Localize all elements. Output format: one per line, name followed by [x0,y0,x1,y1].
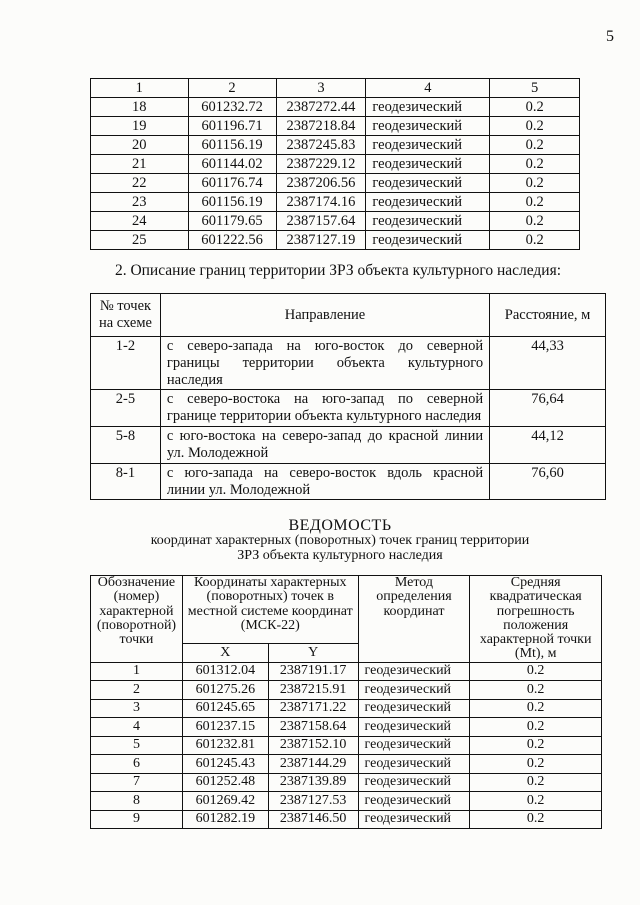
point-number: 2 [91,681,183,700]
table-row [91,390,606,427]
method: геодезический [358,773,470,792]
error-mt: 0.2 [490,136,580,155]
statement-subtitle-line: ЗРЗ объекта культурного наследия [237,547,443,563]
segment-direction: с юго-востока на северо-запад до красной линии ул. Молодежной [160,427,489,464]
coord-x: 601176.74 [188,174,276,193]
header-y: Y [268,644,358,662]
segment-direction: с северо-запада на юго-восток до северной границы территории объекта культурного наследия [160,337,489,390]
coord-x: 601232.81 [182,736,268,755]
table-header-row [91,576,602,644]
point-number: 19 [91,117,189,136]
statement-subtitle-line: координат характерных (поворотных) точек границ территории [150,533,530,548]
coord-y: 2387174.16 [276,193,366,212]
segment-distance: 44,12 [490,427,606,464]
table-row [91,193,580,212]
point-number: 22 [91,174,189,193]
method: геодезический [358,755,470,774]
point-number: 9 [91,810,183,829]
coord-y: 2387171.22 [268,699,358,718]
coord-x: 601245.43 [182,755,268,774]
point-number: 1 [91,662,183,681]
segment-points: 5-8 [91,427,161,464]
table-header-row [91,79,580,98]
segment-distance: 76,60 [490,463,606,500]
error-mt: 0.2 [470,792,602,811]
header-direction: Направление [160,294,489,337]
boundary-description-table [90,293,606,500]
table-row [91,736,602,755]
point-number: 24 [91,212,189,231]
method: геодезический [358,792,470,811]
table-row [91,212,580,231]
error-mt: 0.2 [490,193,580,212]
header-distance: Расстояние, м [490,294,606,337]
header-error: Средняя квадратическая погрешность положения характерной точки (Mt), м [470,576,602,663]
coord-y: 2387152.10 [268,736,358,755]
page-number: 5 [606,28,614,45]
method: геодезический [366,231,490,250]
coord-x: 601282.19 [182,810,268,829]
point-number: 21 [91,155,189,174]
coord-y: 2387206.56 [276,174,366,193]
segment-direction: с северо-востока на юго-запад по северной границе территории объекта культурного наследия [160,390,489,427]
table-row [91,427,606,464]
point-number: 8 [91,792,183,811]
point-number: 5 [91,736,183,755]
coordinates-table-continued [90,78,580,250]
column-number: 5 [490,79,580,98]
method: геодезический [366,117,490,136]
method: геодезический [358,699,470,718]
error-mt: 0.2 [490,212,580,231]
segment-points: 1-2 [91,337,161,390]
error-mt: 0.2 [490,174,580,193]
coord-y: 2387215.91 [268,681,358,700]
header-point-designation: Обозначение (номер) характерной (поворотной) точки [91,576,183,663]
column-number: 1 [91,79,189,98]
method: геодезический [366,98,490,117]
method: геодезический [366,174,490,193]
table-row [91,174,580,193]
point-number: 7 [91,773,183,792]
coord-y: 2387139.89 [268,773,358,792]
header-coordinates: Координаты характерных (поворотных) точек в местной системе координат (МСК-22) [182,576,358,644]
point-number: 20 [91,136,189,155]
coord-y: 2387218.84 [276,117,366,136]
table-row [91,155,580,174]
coord-x: 601156.19 [188,193,276,212]
coord-x: 601245.65 [182,699,268,718]
table-row [91,810,602,829]
segment-distance: 76,64 [490,390,606,427]
header-x: X [182,644,268,662]
table-row [91,231,580,250]
table-row [91,117,580,136]
column-number: 2 [188,79,276,98]
segment-points: 2-5 [91,390,161,427]
point-number: 18 [91,98,189,117]
point-number: 6 [91,755,183,774]
table-row [91,755,602,774]
segment-direction: с юго-запада на северо-восток вдоль красной линии ул. Молодежной [160,463,489,500]
error-mt: 0.2 [470,662,602,681]
coord-y: 2387127.19 [276,231,366,250]
table-row [91,662,602,681]
header-method: Метод определения координат [358,576,470,663]
coord-x: 601144.02 [188,155,276,174]
error-mt: 0.2 [470,699,602,718]
column-number: 3 [276,79,366,98]
table-row [91,718,602,737]
coord-x: 601269.42 [182,792,268,811]
coord-y: 2387146.50 [268,810,358,829]
point-number: 25 [91,231,189,250]
coord-x: 601252.48 [182,773,268,792]
table-header-row [91,294,606,337]
method: геодезический [366,212,490,231]
coord-y: 2387229.12 [276,155,366,174]
error-mt: 0.2 [490,231,580,250]
table-row [91,773,602,792]
error-mt: 0.2 [470,773,602,792]
coord-y: 2387191.17 [268,662,358,681]
coord-y: 2387157.64 [276,212,366,231]
coord-x: 601179.65 [188,212,276,231]
error-mt: 0.2 [490,117,580,136]
method: геодезический [358,736,470,755]
coordinates-statement-table [90,575,602,829]
error-mt: 0.2 [470,755,602,774]
statement-title: ВЕДОМОСТЬ [288,517,392,534]
coord-x: 601232.72 [188,98,276,117]
error-mt: 0.2 [470,718,602,737]
error-mt: 0.2 [490,98,580,117]
method: геодезический [358,662,470,681]
method: геодезический [366,136,490,155]
table-row [91,337,606,390]
error-mt: 0.2 [470,681,602,700]
coord-x: 601312.04 [182,662,268,681]
table-row [91,792,602,811]
method: геодезический [358,681,470,700]
coord-x: 601237.15 [182,718,268,737]
table-row [91,98,580,117]
coord-x: 601222.56 [188,231,276,250]
error-mt: 0.2 [470,736,602,755]
coord-y: 2387245.83 [276,136,366,155]
coord-x: 601275.26 [182,681,268,700]
error-mt: 0.2 [490,155,580,174]
error-mt: 0.2 [470,810,602,829]
point-number: 4 [91,718,183,737]
point-number: 23 [91,193,189,212]
coord-y: 2387272.44 [276,98,366,117]
coord-y: 2387158.64 [268,718,358,737]
point-number: 3 [91,699,183,718]
method: геодезический [358,810,470,829]
segment-distance: 44,33 [490,337,606,390]
section-title: 2. Описание границ территории ЗРЗ объекта культурного наследия: [114,262,562,279]
statement-subtitle [70,534,610,563]
coord-x: 601196.71 [188,117,276,136]
coord-x: 601156.19 [188,136,276,155]
table-row [91,136,580,155]
table-row [91,699,602,718]
coord-y: 2387127.53 [268,792,358,811]
table-row [91,681,602,700]
method: геодезический [358,718,470,737]
method: геодезический [366,193,490,212]
column-number: 4 [366,79,490,98]
segment-points: 8-1 [91,463,161,500]
table-row [91,463,606,500]
coord-y: 2387144.29 [268,755,358,774]
method: геодезический [366,155,490,174]
header-points: № точек на схеме [91,294,161,337]
